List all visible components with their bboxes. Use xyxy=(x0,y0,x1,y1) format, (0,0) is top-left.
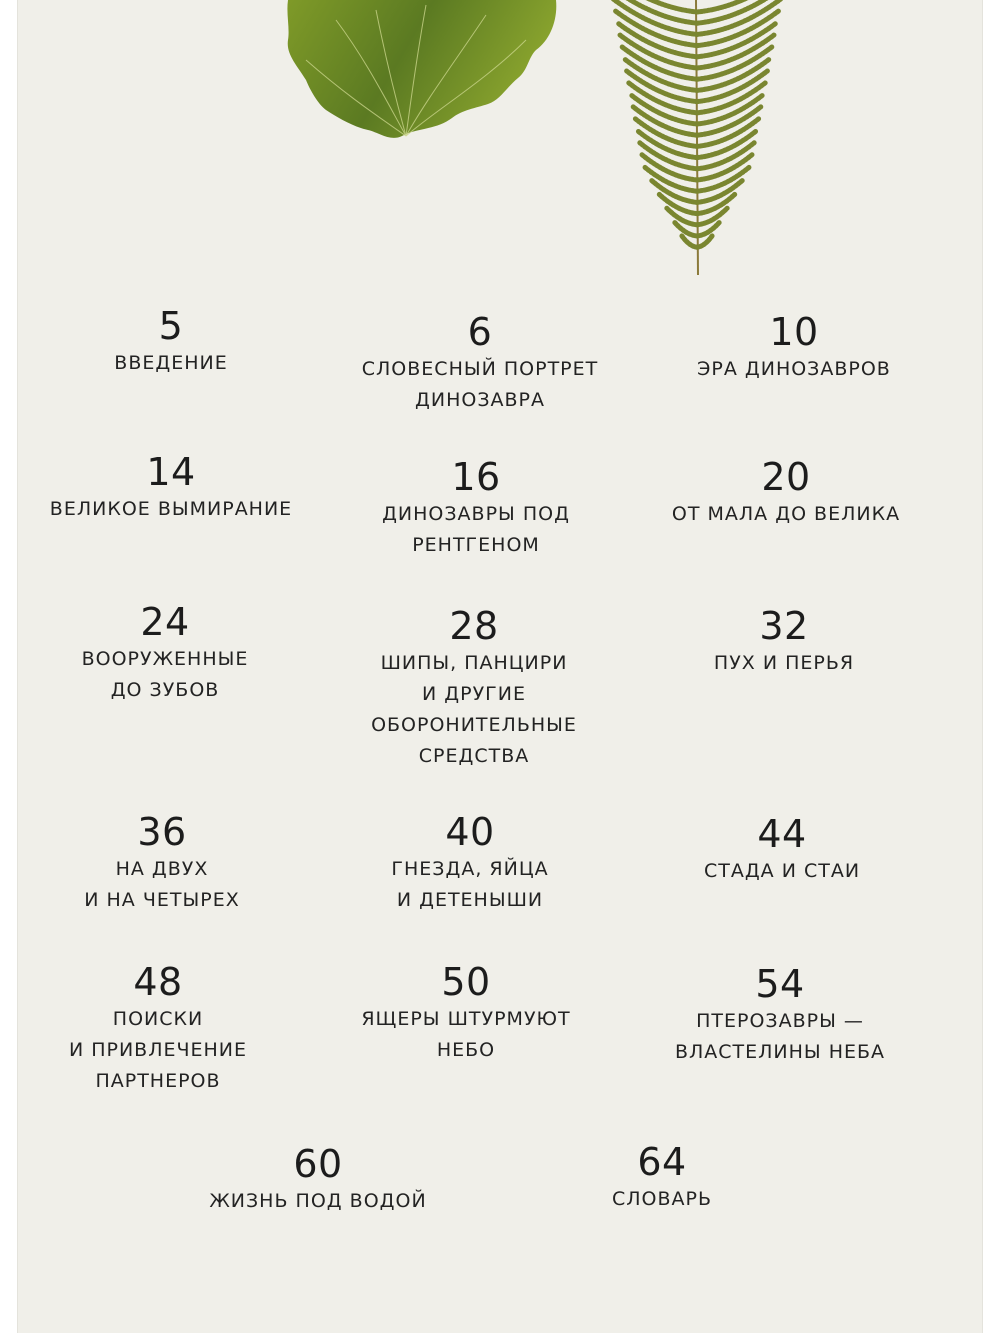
page-number: 5 xyxy=(158,304,184,348)
page-number: 50 xyxy=(441,960,491,1004)
toc-entry-28[interactable] xyxy=(314,604,634,772)
chapter-title: ПУХ И ПЕРЬЯ xyxy=(713,652,855,674)
chapter-title: ГНЕЗДА, ЯЙЦА И ДЕТЕНЫШИ xyxy=(391,858,549,911)
page-number: 48 xyxy=(133,960,183,1004)
page-number: 54 xyxy=(755,962,805,1006)
chapter-title: ВООРУЖЕННЫЕ ДО ЗУБОВ xyxy=(81,648,249,701)
page-number: 6 xyxy=(467,310,493,354)
chapter-title: ЖИЗНЬ ПОД ВОДОЙ xyxy=(209,1190,427,1212)
chapter-title: ВЕЛИКОЕ ВЫМИРАНИЕ xyxy=(49,498,293,520)
toc-entry-5[interactable] xyxy=(18,304,331,379)
toc-entry-32[interactable] xyxy=(624,604,944,679)
toc-entry-36[interactable] xyxy=(18,810,322,916)
toc-entry-44[interactable] xyxy=(622,812,942,887)
page-number: 20 xyxy=(761,455,811,499)
fern-frond-icon xyxy=(596,0,826,280)
page-number: 60 xyxy=(293,1142,343,1186)
chapter-title: ПОИСКИ И ПРИВЛЕЧЕНИЕ ПАРТНЕРОВ xyxy=(68,1008,248,1092)
toc-entry-6[interactable] xyxy=(320,310,640,416)
page-number: 64 xyxy=(637,1140,687,1184)
toc-entry-40[interactable] xyxy=(310,810,630,916)
chapter-title: СТАДА И СТАИ xyxy=(703,860,861,882)
toc-entry-64[interactable] xyxy=(502,1140,822,1215)
chapter-title: НА ДВУХ И НА ЧЕТЫРЕХ xyxy=(84,858,240,911)
ginkgo-leaf-icon xyxy=(266,0,576,150)
chapter-title: ШИПЫ, ПАНЦИРИ И ДРУГИЕ ОБОРОНИТЕЛЬНЫЕ СРЕДСТВА xyxy=(371,652,577,767)
toc-entry-54[interactable] xyxy=(620,962,940,1068)
chapter-title: ЭРА ДИНОЗАВРОВ xyxy=(697,358,891,380)
toc-entry-24[interactable] xyxy=(18,600,325,706)
toc-entry-50[interactable] xyxy=(306,960,626,1066)
page-number: 24 xyxy=(140,600,190,644)
chapter-title: ВВЕДЕНИЕ xyxy=(114,352,228,374)
chapter-title: ДИНОЗАВРЫ ПОД РЕНТГЕНОМ xyxy=(382,503,570,556)
page-number: 10 xyxy=(769,310,819,354)
chapter-title: СЛОВЕСНЫЙ ПОРТРЕТ ДИНОЗАВРА xyxy=(361,358,599,411)
page-number: 14 xyxy=(146,450,196,494)
toc-entry-14[interactable] xyxy=(18,450,331,525)
page-number: 28 xyxy=(449,604,499,648)
page-number: 36 xyxy=(137,810,187,854)
toc-entry-16[interactable] xyxy=(316,455,636,561)
chapter-title: ОТ МАЛА ДО ВЕЛИКА xyxy=(671,503,901,525)
page-number: 44 xyxy=(757,812,807,856)
toc-entry-10[interactable] xyxy=(634,310,954,385)
page-number: 32 xyxy=(759,604,809,648)
contents-page xyxy=(18,0,982,1333)
toc-entry-48[interactable] xyxy=(18,960,318,1097)
chapter-title: ЯЩЕРЫ ШТУРМУЮТ НЕБО xyxy=(361,1008,571,1061)
page-number: 40 xyxy=(445,810,495,854)
chapter-title: ПТЕРОЗАВРЫ — ВЛАСТЕЛИНЫ НЕБА xyxy=(674,1010,886,1063)
toc-entry-20[interactable] xyxy=(626,455,946,530)
chapter-title: СЛОВАРЬ xyxy=(611,1188,713,1210)
page-number: 16 xyxy=(451,455,501,499)
toc-entry-60[interactable] xyxy=(158,1142,478,1217)
